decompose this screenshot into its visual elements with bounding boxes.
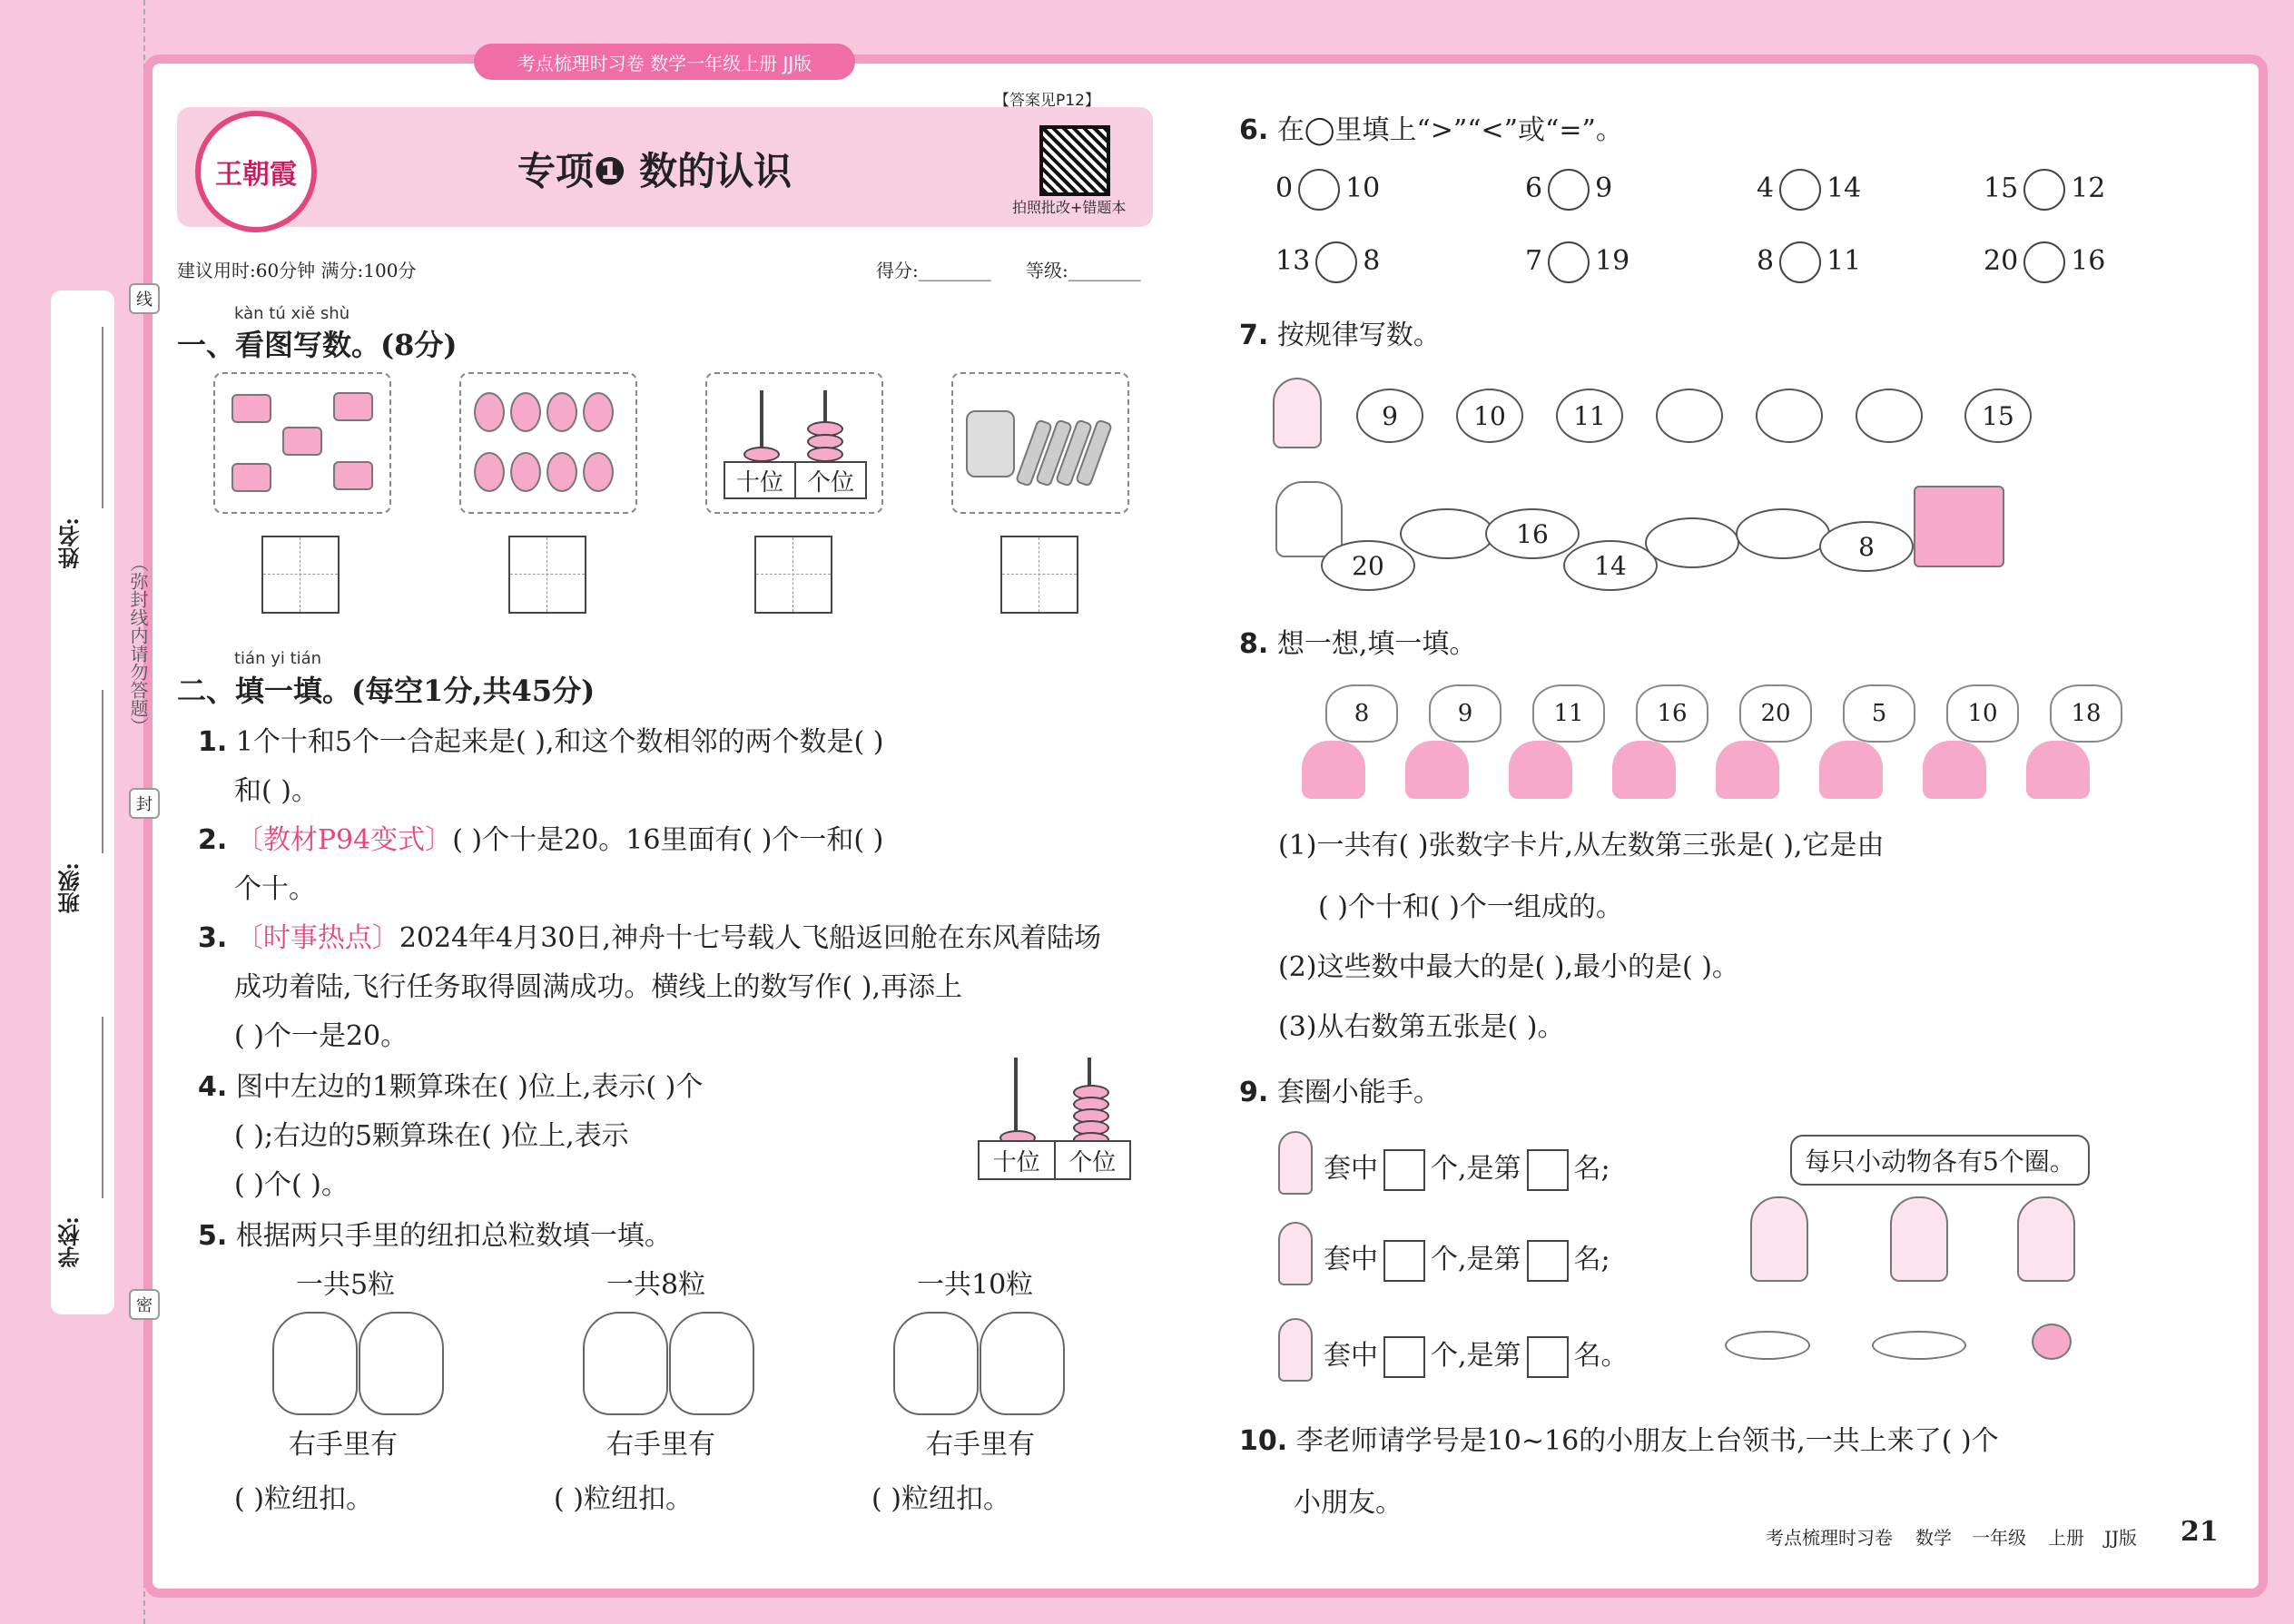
binding-strip [51,290,114,1314]
q6-item-8: 20 16 [1984,241,2105,283]
q5-total-3: 一共10粒 [917,1269,1034,1301]
rabbit-icon [1890,1196,1948,1282]
card-8: 18 [2050,684,2122,743]
q4-line3: ( )个( )。 [234,1169,349,1201]
card-3: 11 [1532,684,1605,743]
q5-right-3: 右手里有 [926,1429,1035,1461]
name-label: 姓名: [57,517,84,569]
answer-box-2[interactable] [508,536,586,614]
q1-line1: 1. 1个十和5个一合起来是( ),和这个数相邻的两个数是( ) [198,726,884,758]
school-label: 学校: [57,1216,84,1268]
card-4: 16 [1636,684,1708,743]
answer-box-1[interactable] [261,536,340,614]
q4-line2: ( );右边的5颗算珠在( )位上,表示 [234,1120,629,1152]
qr-caption: 拍照批改+错题本 [1012,199,1127,216]
answer-box-4[interactable] [1000,536,1078,614]
q5-total-2: 一共8粒 [606,1269,706,1301]
answer-box-3[interactable] [754,536,832,614]
q6-item-5: 13 8 [1275,241,1380,283]
page-title: 专项❶ 数的认识 [517,149,793,193]
bubble-2[interactable]: 10 [1456,389,1523,443]
q2-line2: 个十。 [234,873,316,905]
q5-blank-2[interactable]: ( )粒纽扣。 [554,1483,693,1515]
q9-row-2: 套中 个,是第 名; [1324,1236,1610,1282]
q6-item-7: 8 11 [1757,241,1861,283]
binding-note: （弥封线内请勿答题） [127,554,149,735]
series-banner: 考点梳理时习卷 数学一年级上册 JJ版 [474,44,855,80]
q8-part1a: (1)一共有( )张数字卡片,从左数第三张是( ),它是由 [1278,830,1885,861]
child-blowing-bubbles-icon [1273,378,1322,448]
q6-item-6: 7 19 [1525,241,1629,283]
page-number: 21 [2181,1516,2219,1548]
name-line[interactable] [102,327,103,508]
q9-text: 9. 套圈小能手。 [1239,1077,1441,1108]
left-hand-icon [583,1312,668,1415]
bubble-7[interactable]: 15 [1964,389,2032,443]
egg-5[interactable] [1645,517,1739,568]
s1-pinyin: kàn tú xiě shù [234,304,350,323]
q8-part1b: ( )个十和( )个一组成的。 [1318,891,1623,923]
q4-line1: 4. 图中左边的1颗算珠在( )位上,表示( )个 [198,1071,704,1103]
bubble-1[interactable]: 9 [1356,389,1423,443]
egg-7[interactable]: 8 [1819,521,1914,572]
q5-blank-3[interactable]: ( )粒纽扣。 [871,1483,1010,1515]
q8-text: 8. 想一想,填一填。 [1239,628,1477,660]
q5-blank-1[interactable]: ( )粒纽扣。 [234,1483,373,1515]
card-5: 20 [1739,684,1812,743]
grade-field[interactable]: 等级:________ [1026,260,1141,281]
left-hand-icon [272,1312,358,1415]
puppy-icon [1278,1318,1313,1382]
egg-2[interactable] [1400,508,1494,559]
fox-icon [1509,741,1572,799]
brand-logo: 王朝霞 [195,111,317,232]
picture-sticks [951,372,1129,514]
egg-4[interactable]: 14 [1563,540,1658,591]
card-1: 8 [1325,684,1398,743]
ring-post-icon [1725,1331,1810,1360]
q3-line2: 成功着陆,飞行任务取得圆满成功。横线上的数写作( ),再添上 [234,971,963,1003]
right-hand-icon [669,1312,754,1415]
card-2: 9 [1429,684,1501,743]
egg-6[interactable] [1736,508,1830,559]
bind-mark-secret: 密 [129,1289,160,1320]
answer-reference: 【答案见P12】 [994,92,1100,110]
q3-line3: ( )个一是20。 [234,1020,409,1052]
q2-line1: 2. 〔教材P94变式〕( )个十是20。16里面有( )个一和( ) [198,824,884,856]
speech-bubble: 每只小动物各有5个圈。 [1790,1135,2090,1186]
score-field[interactable]: 得分:________ [876,260,991,281]
card-6: 5 [1843,684,1915,743]
duck-icon [1275,481,1343,557]
card-7: 10 [1946,684,2019,743]
egg-3[interactable]: 16 [1485,508,1580,559]
class-line[interactable] [102,690,103,853]
rabbit-icon [1278,1131,1313,1195]
time-score-info: 建议用时:60分钟 满分:100分 [177,260,417,281]
q4-ones-label: 个位 [1054,1142,1130,1178]
right-hand-icon [980,1312,1065,1415]
fox-icon [1923,741,1986,799]
ring-post-icon [2032,1324,2072,1360]
right-hand-icon [359,1312,444,1415]
q5-right-2: 右手里有 [606,1429,715,1461]
q6-item-3: 4 14 [1757,169,1861,211]
q10-line2: 小朋友。 [1294,1487,1403,1519]
picture-bees [459,372,637,514]
footer-grade: 一年级 [1972,1527,2026,1549]
fox-icon [2026,741,2090,799]
qr-code-icon[interactable] [1039,125,1110,196]
q6-item-2: 6 9 [1525,169,1612,211]
footer-edition: JJ版 [2104,1527,2138,1549]
bind-mark-line: 线 [129,283,160,314]
bind-mark-seal: 封 [129,788,160,819]
q6-text: 6. 在◯里填上“>”“<”或“=”。 [1239,114,1623,146]
q5-text: 5. 根据两只手里的纽扣总粒数填一填。 [198,1220,672,1252]
picture-sharpeners [213,372,391,514]
q5-total-1: 一共5粒 [296,1269,396,1301]
section-1-title: 一、看图写数。(8分) [177,328,458,362]
ones-label: 个位 [794,463,865,497]
dog-icon [1750,1196,1808,1282]
footer-series: 考点梳理时习卷 [1766,1527,1893,1549]
q8-part3: (3)从右数第五张是( )。 [1278,1011,1565,1043]
q5-right-1: 右手里有 [289,1429,398,1461]
class-label: 班级: [57,862,84,914]
picture-abacus [705,372,883,514]
q3-line1: 3. 〔时事热点〕2024年4月30日,神舟十七号载人飞船返回舱在东风着陆场 [198,922,1101,954]
ring-post-icon [1872,1331,1966,1360]
egg-1[interactable]: 20 [1321,540,1415,591]
bubble-5[interactable] [1756,389,1823,443]
q10-line1: 10. 李老师请学号是10~16的小朋友上台领书,一共上来了( )个 [1239,1425,1999,1457]
q4-tens-label: 十位 [992,1148,1040,1176]
footer-subject: 数学 [1915,1527,1952,1549]
doghouse-icon [1914,486,2004,567]
fox-icon [1819,741,1883,799]
section-2-title: 二、填一填。(每空1分,共45分) [177,674,596,708]
fox-icon [1405,741,1469,799]
q9-row-1: 套中 个,是第 名; [1324,1146,1610,1191]
fox-icon [1612,741,1676,799]
school-line[interactable] [102,1017,103,1198]
fox-icon [1716,741,1779,799]
monkey-icon [1278,1222,1313,1285]
monkey-icon [2017,1196,2075,1282]
fox-icon [1302,741,1365,799]
bubble-3[interactable]: 11 [1556,389,1623,443]
footer-volume: 上册 [2048,1527,2084,1549]
q1-line2: 和( )。 [234,775,319,807]
bubble-4[interactable] [1656,389,1723,443]
left-hand-icon [893,1312,979,1415]
q6-item-4: 15 12 [1984,169,2105,211]
q7-text: 7. 按规律写数。 [1239,320,1441,351]
tens-label: 十位 [735,468,783,497]
q8-part2: (2)这些数中最大的是( ),最小的是( )。 [1278,951,1739,983]
bubble-6[interactable] [1856,389,1923,443]
q6-item-1: 0 10 [1275,169,1380,211]
s2-pinyin: tián yi tián [234,649,322,668]
q9-row-3: 套中 个,是第 名。 [1324,1333,1629,1378]
